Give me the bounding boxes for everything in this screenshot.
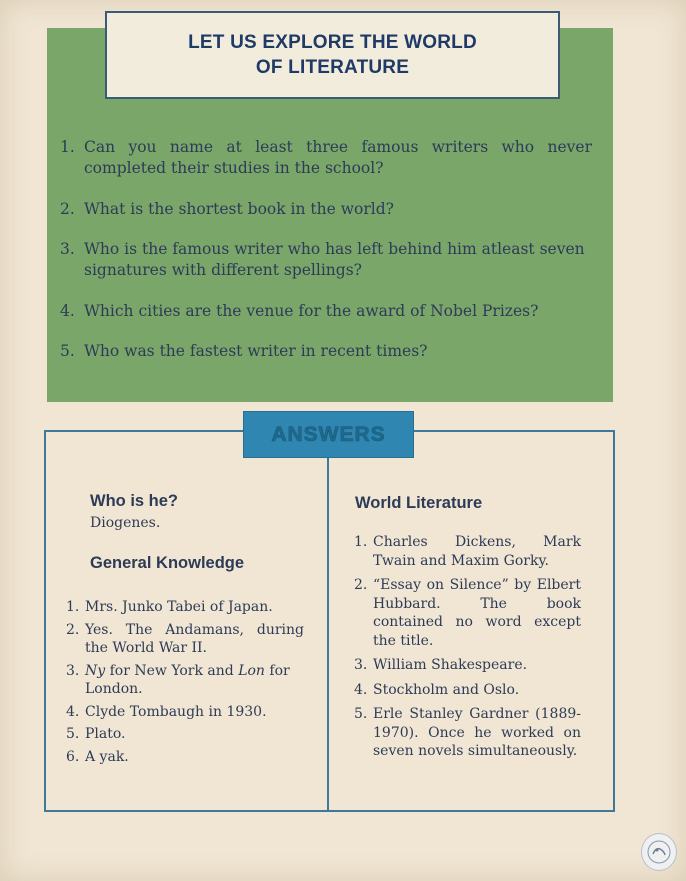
item-text: Yes. The Andamans, during the World War II. xyxy=(85,621,304,656)
list-item xyxy=(66,748,304,767)
question-text: Can you name at least three famous writers who never completed their studies in the school? xyxy=(84,138,592,177)
item-number: 5. xyxy=(66,726,80,742)
answers-banner-label: ANSWERS xyxy=(271,422,386,446)
item-text xyxy=(85,663,290,698)
item-text: Plato. xyxy=(85,726,126,742)
item-number: 4. xyxy=(354,681,368,698)
question-text: What is the shortest book in the world? xyxy=(84,200,394,218)
general-knowledge-list xyxy=(66,598,304,770)
item-number: 3. xyxy=(354,657,368,673)
question-list xyxy=(60,137,592,362)
question-number: 5. xyxy=(60,342,75,360)
question-number: 3. xyxy=(60,240,75,258)
item-number: 1. xyxy=(354,534,368,550)
quiz-title-line-2: OF LITERATURE xyxy=(255,57,410,78)
item-text: William Shakespeare. xyxy=(373,657,528,673)
list-item xyxy=(66,662,304,699)
quiz-title-box xyxy=(105,11,560,99)
item-text: “Essay on Silence” by Elbert Hubbard. The book contained no word except the title. xyxy=(373,577,581,649)
question-text: Who is the famous writer who has left behind him atleast seven signatures with different spellings? xyxy=(84,240,585,279)
abbreviation: Ny xyxy=(85,662,106,679)
question-text: Who was the fastest writer in recent times? xyxy=(84,342,428,360)
question-item xyxy=(60,301,592,322)
item-text: Stockholm and Oslo. xyxy=(373,681,520,698)
list-item xyxy=(66,621,304,658)
world-literature-heading: World Literature xyxy=(355,494,483,512)
list-item xyxy=(66,598,304,617)
item-number: 2. xyxy=(354,577,368,593)
scanner-logo-graphic xyxy=(646,839,672,865)
list-item xyxy=(354,681,581,700)
item-number: 4. xyxy=(66,703,80,720)
general-knowledge-heading: General Knowledge xyxy=(90,554,245,572)
list-item xyxy=(354,576,581,650)
question-item xyxy=(60,199,592,220)
item-text: Charles Dickens, Mark Twain and Maxim Gorky. xyxy=(373,534,581,569)
question-number: 2. xyxy=(60,200,75,218)
list-item xyxy=(354,656,581,675)
who-is-he-answer: Diogenes. xyxy=(90,515,161,531)
item-number: 5. xyxy=(354,706,368,722)
question-text: Which cities are the venue for the award of Nobel Prizes? xyxy=(84,302,539,320)
item-number: 2. xyxy=(66,621,80,638)
quiz-title-line-1: LET US EXPLORE THE WORLD xyxy=(188,32,477,53)
answers-banner xyxy=(243,411,414,458)
list-item xyxy=(66,703,304,722)
item-number: 6. xyxy=(66,748,80,765)
scanner-logo-icon xyxy=(641,833,677,871)
question-item xyxy=(60,341,592,362)
item-number: 3. xyxy=(66,662,80,679)
item-text: Erle Stanley Gardner (1889-1970). Once he worked on seven novels simultaneously. xyxy=(373,706,581,759)
question-item xyxy=(60,137,592,179)
who-is-he-heading: Who is he? xyxy=(90,492,178,510)
column-divider xyxy=(327,458,329,812)
item-text-part: for New York and xyxy=(105,662,239,679)
item-text: Mrs. Junko Tabei of Japan. xyxy=(85,599,273,615)
question-item xyxy=(60,239,592,281)
abbreviation: Lon xyxy=(238,662,265,679)
list-item xyxy=(354,705,581,761)
list-item xyxy=(354,533,581,570)
question-number: 1. xyxy=(60,138,75,156)
question-number: 4. xyxy=(60,302,75,320)
list-item xyxy=(66,725,304,744)
item-text-part: for London. xyxy=(85,662,290,697)
item-text: Clyde Tombaugh in 1930. xyxy=(85,703,267,720)
item-number: 1. xyxy=(66,599,80,615)
item-text: A yak. xyxy=(85,748,129,765)
world-literature-list xyxy=(354,533,581,767)
